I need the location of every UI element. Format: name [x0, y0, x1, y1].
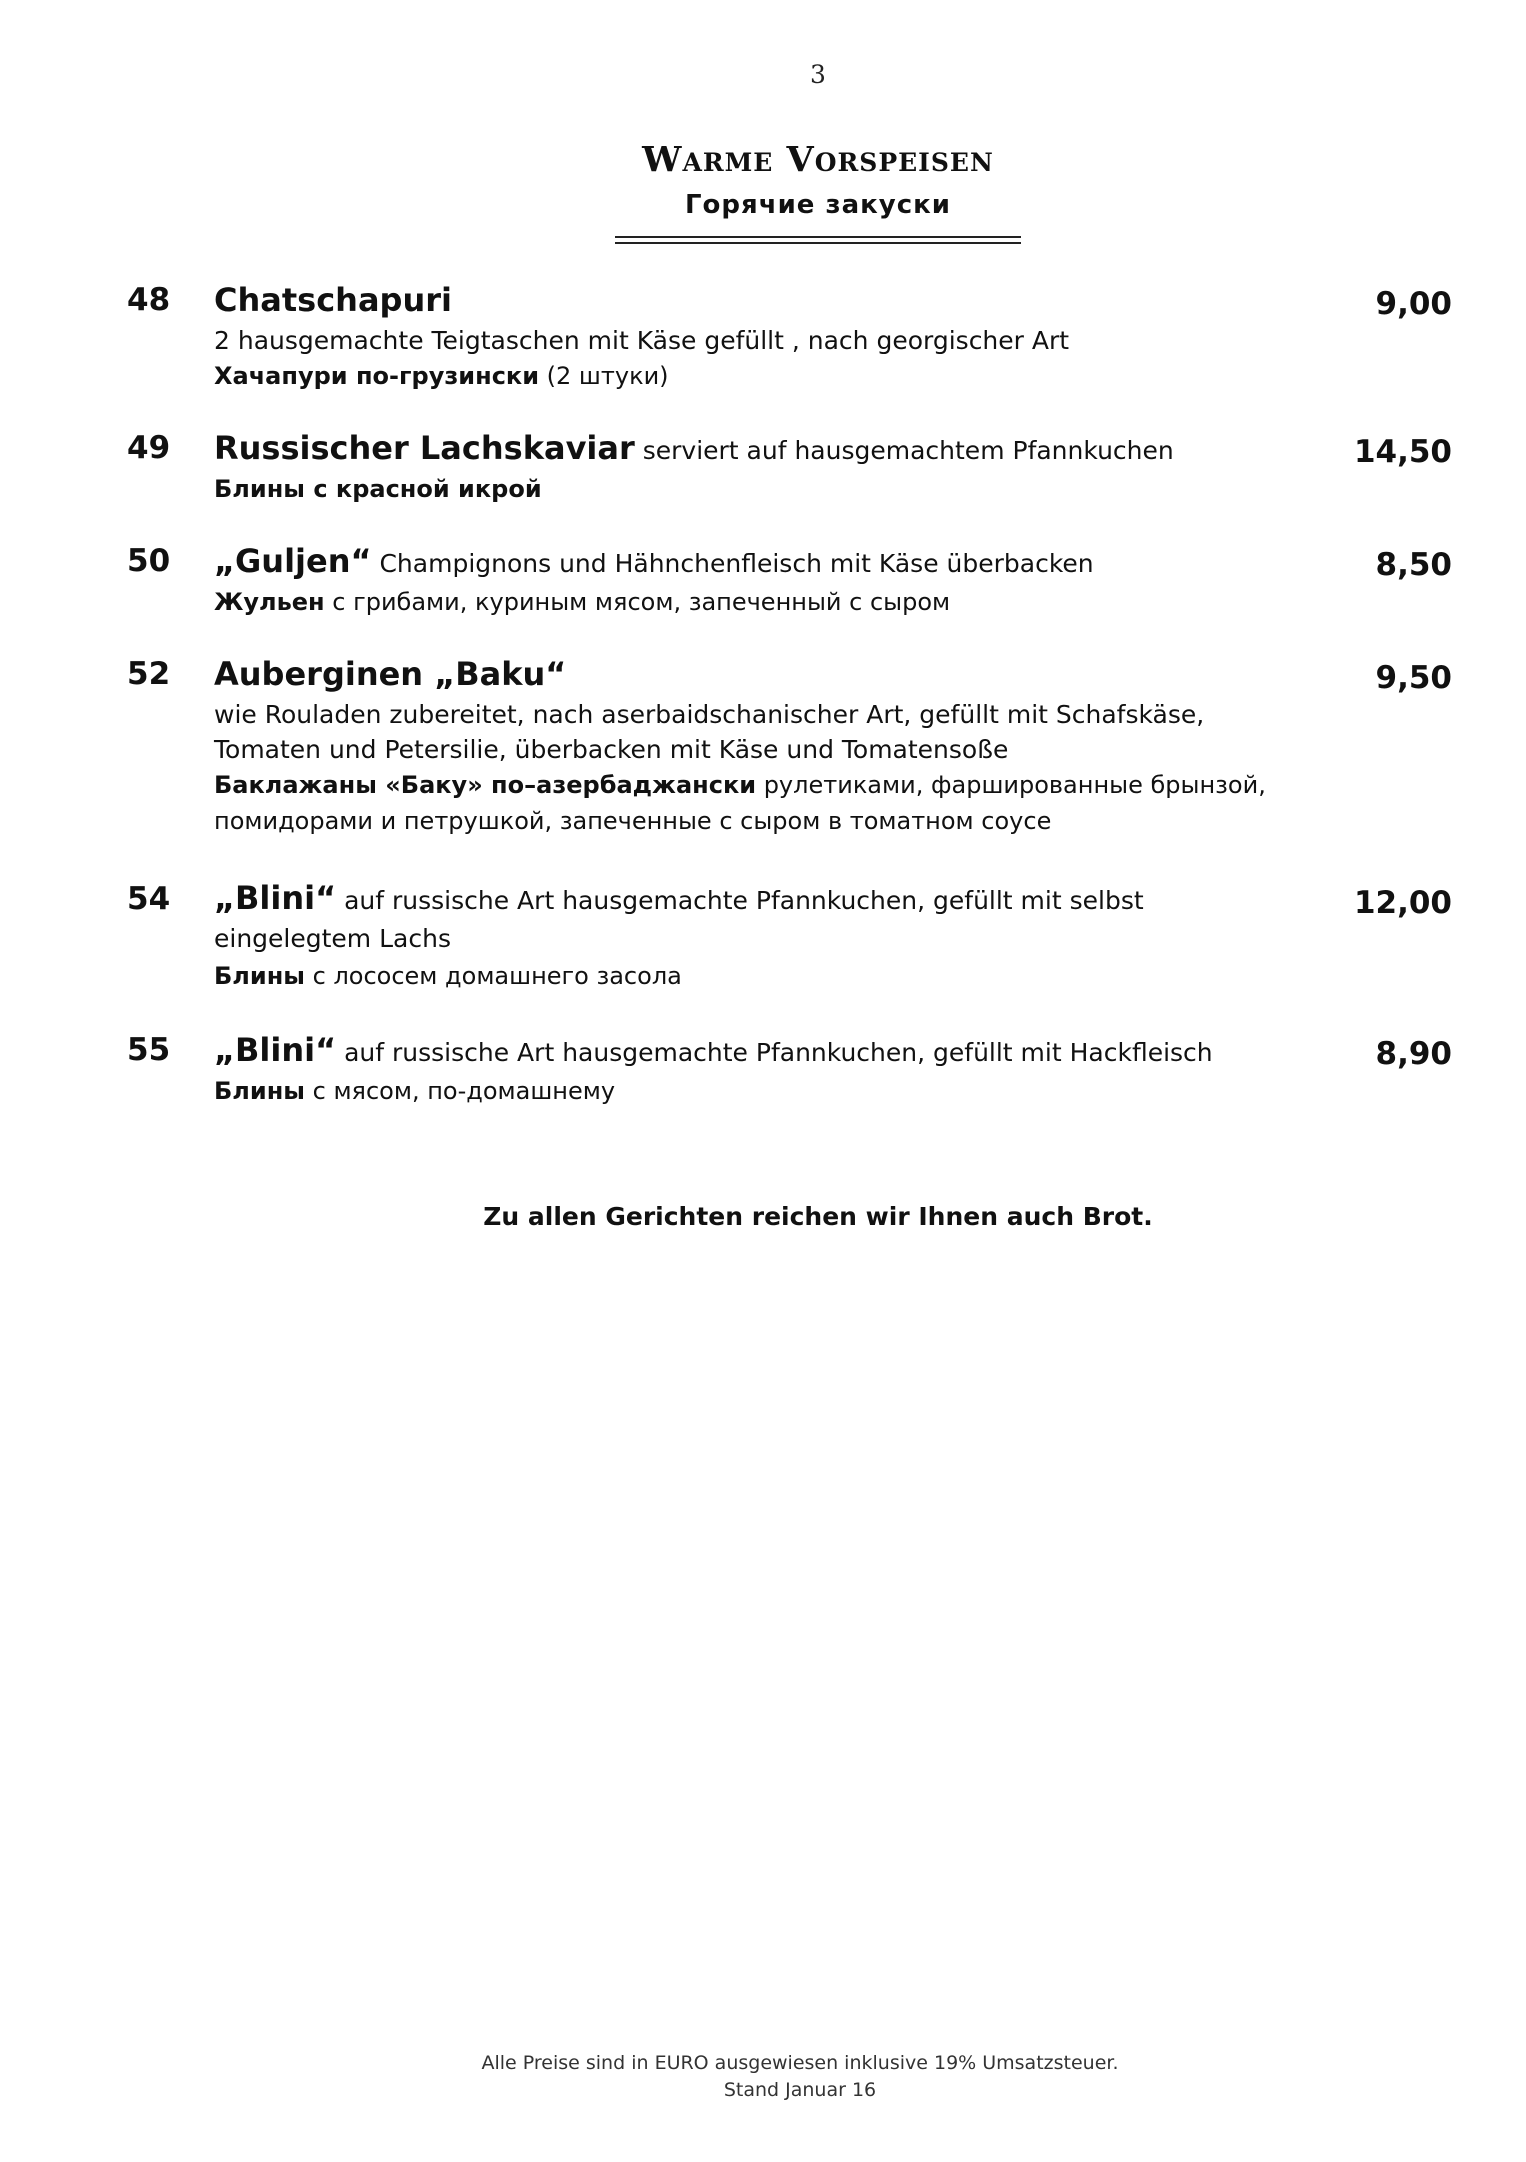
- item-name: Chatschapuri: [214, 281, 452, 319]
- menu-item: [0, 654, 1526, 839]
- item-price: 9,50: [1375, 660, 1452, 696]
- item-description-de: Champignons und Hähnchenfleisch mit Käse überbacken: [371, 549, 1094, 578]
- item-name-ru: Хачапури по-грузински: [214, 362, 540, 390]
- item-number: 52: [127, 656, 171, 692]
- menu-item: [0, 428, 1526, 507]
- item-name: „Guljen“: [214, 542, 372, 580]
- item-name: „Blini“: [214, 879, 337, 917]
- item-description-de: wie Rouladen zubereitet, nach aserbaidschanischer Art, gefüllt mit Schafskäse, Tomaten und Petersilie, überbacken mit Käse und Tomatensoße: [214, 700, 1205, 764]
- item-number: 54: [127, 881, 171, 917]
- item-name: Auberginen „Baku“: [214, 655, 567, 693]
- item-description-de: 2 hausgemachte Teigtaschen mit Käse gefüllt , nach georgischer Art: [214, 326, 1070, 355]
- section-title: Warme Vorspeisen: [642, 139, 994, 180]
- item-number: 50: [127, 543, 171, 579]
- item-description-ru: (2 штуки): [539, 362, 669, 390]
- section-heading: [0, 138, 1526, 248]
- item-number: 48: [127, 282, 171, 318]
- item-number: 49: [127, 430, 171, 466]
- bread-note: Zu allen Gerichten reichen wir Ihnen auch Brot.: [483, 1202, 1153, 1231]
- item-price: 8,90: [1375, 1036, 1452, 1072]
- item-name-ru: Баклажаны «Баку» по–азербаджански: [214, 771, 757, 799]
- item-price: 12,00: [1353, 885, 1452, 921]
- item-description-de: auf russische Art hausgemachte Pfannkuchen, gefüllt mit Hackfleisch: [336, 1038, 1213, 1067]
- menu-item: [0, 879, 1526, 994]
- menu-item: [0, 280, 1526, 394]
- item-description-ru: с лососем домашнего засола: [304, 962, 682, 990]
- item-name-ru: Блины с красной икрой: [214, 475, 542, 503]
- price-footer: [0, 2050, 1526, 2104]
- version-note: Stand Januar 16: [723, 2079, 877, 2101]
- item-name: Russischer Lachskaviar: [214, 429, 635, 467]
- item-name-ru: Блины: [214, 962, 305, 990]
- item-price: 14,50: [1353, 434, 1452, 470]
- tax-note: Alle Preise sind in EURO ausgewiesen inklusive 19% Umsatzsteuer.: [481, 2052, 1119, 2074]
- heading-divider: [615, 236, 1021, 244]
- item-description-ru: с грибами, куриным мясом, запеченный с сыром: [324, 588, 951, 616]
- item-description-de: auf russische Art hausgemachte Pfannkuchen, gefüllt mit selbst eingelegtem Lachs: [214, 886, 1144, 953]
- menu-item: [0, 1030, 1526, 1109]
- item-name-ru: Блины: [214, 1077, 305, 1105]
- item-name: „Blini“: [214, 1031, 337, 1069]
- item-description-de: serviert auf hausgemachtem Pfannkuchen: [634, 436, 1174, 465]
- item-price: 9,00: [1375, 286, 1452, 322]
- menu-list: [0, 280, 1526, 1109]
- menu-item: [0, 541, 1526, 620]
- page-number: 3: [810, 60, 826, 89]
- section-subtitle: Горячие закуски: [684, 190, 951, 220]
- item-name-ru: Жульен: [214, 588, 325, 616]
- item-description-ru: рулетиками, фаршированные брынзой, помидорами и петрушкой, запеченные с сыром в томатном соусе: [214, 771, 1266, 835]
- item-price: 8,50: [1375, 547, 1452, 583]
- item-number: 55: [127, 1032, 171, 1068]
- item-description-ru: с мясом, по-домашнему: [304, 1077, 616, 1105]
